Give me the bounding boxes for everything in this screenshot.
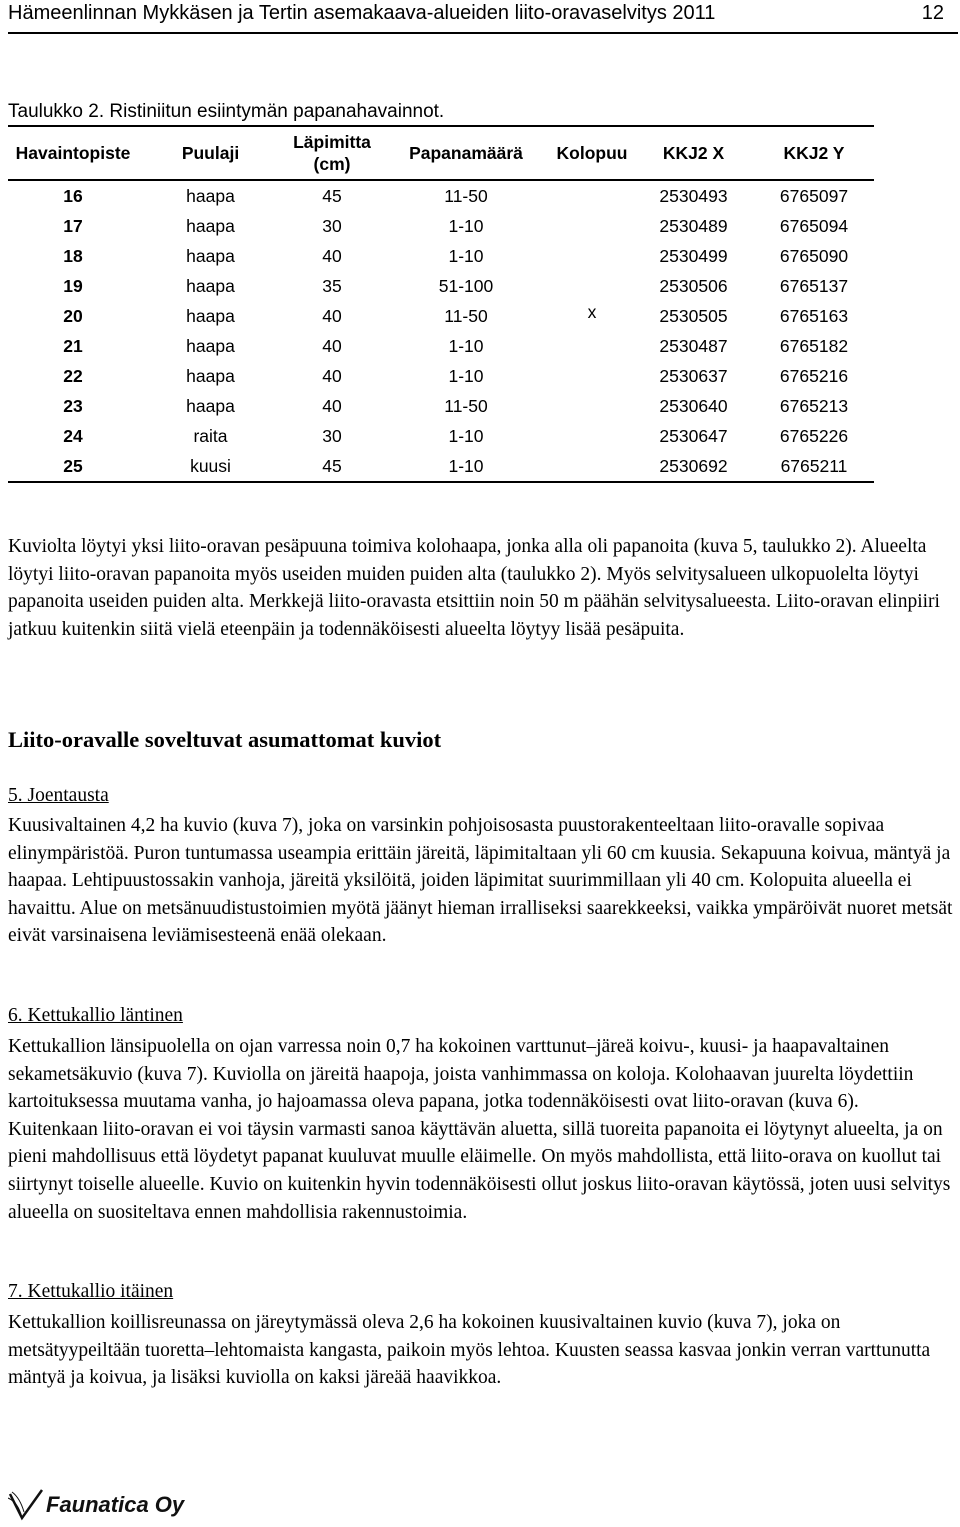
table-cell: 2530499 [659, 245, 728, 266]
table-row [8, 180, 874, 211]
table-cell: 40 [322, 365, 342, 386]
table-cell: 6765182 [779, 335, 849, 356]
table-cell [551, 237, 633, 267]
page-number: 12 [921, 2, 944, 24]
table-cell: 25 [8, 451, 138, 482]
table-cell: 17 [63, 215, 83, 236]
table-cell [551, 387, 633, 417]
table-cell: 6765216 [779, 365, 849, 386]
table-cell: 22 [63, 365, 83, 386]
table-cell: raita [193, 425, 228, 446]
table-cell: 35 [322, 275, 342, 296]
table-cell: haapa [186, 275, 235, 296]
observation-table [8, 125, 874, 483]
table-cell: haapa [186, 395, 235, 416]
faunatica-logo [8, 1488, 208, 1522]
table-header-row [8, 126, 874, 180]
subsection-text-kettukallio-itainen: Kettukallion koillisreunassa on järeytymässä oleva 2,6 ha kokoinen kuusivaltainen kuvio (kuva 7), joka on metsätyypeiltään tuoretta–lehtomaista kangasta, paikoin myös lehtoa. Kuusten seassa kasvaa jonkin verran varttunutta mäntyä ja koivua, ja lisäksi kuviolla on kaksi järeää haavikkoa. [8, 1312, 931, 1389]
table-cell: 20 [63, 305, 83, 326]
table-cell: 40 [322, 305, 342, 326]
table-cell: haapa [186, 215, 235, 236]
table-cell: x [587, 301, 597, 322]
table-cell: 1-10 [448, 245, 484, 266]
table-cell: 23 [63, 395, 83, 416]
subsection-heading-joentausta: 5. Joentausta [8, 785, 109, 806]
table-cell [551, 267, 633, 297]
table-row [8, 331, 874, 361]
table-cell: 6765097 [779, 185, 849, 206]
table-row [8, 451, 874, 482]
table-cell: haapa [186, 185, 235, 206]
table-cell: 6765137 [779, 275, 849, 296]
table-cell: 30 [322, 215, 342, 236]
column-header: Läpimitta (cm) [283, 126, 381, 180]
table-cell: 40 [322, 395, 342, 416]
table-cell: 6765213 [779, 395, 849, 416]
section-heading: Liito-oravalle soveltuvat asumattomat kuviot [8, 727, 442, 752]
table-cell: 1-10 [381, 451, 551, 482]
table-cell [551, 447, 633, 478]
document-title: Hämeenlinnan Mykkäsen ja Tertin asemakaava-alueiden liito-oravaselvitys 2011 [8, 2, 716, 24]
table-cell: 1-10 [448, 425, 484, 446]
column-header: Havaintopiste [8, 126, 138, 180]
subsection-heading-kettukallio-lantinen: 6. Kettukallio läntinen [8, 1005, 183, 1026]
table-cell: 6765163 [779, 305, 849, 326]
column-header: Papanamäärä [381, 126, 551, 180]
table-cell: 51-100 [438, 275, 494, 296]
table-cell: 45 [283, 451, 381, 482]
table-cell: 24 [63, 425, 83, 446]
table-cell: 2530489 [659, 215, 728, 236]
column-header: Puulaji [138, 126, 283, 180]
table-row [8, 211, 874, 241]
table-cell: 2530506 [659, 275, 728, 296]
table-cell: 21 [63, 335, 83, 356]
table-cell [551, 357, 633, 387]
subsection-text-kettukallio-lantinen: Kettukallion länsipuolella on ojan varressa noin 0,7 ha kokoinen varttunut–järeä koivu-, kuusi- ja haapavaltainen sekametsäkuvio (kuva 7). Kuviolla on järeitä haapoja, joista vanhimmassa on koloja. Kolohaavan juurelta löydettiin kartoituksessa muutama vanha, jo hajoamassa oleva papana, jotka todennäköisesti ovat liito-oravan (kuva 6). Kuitenkaan liito-oravan ei voi täysin varmasti sanoa käyttävän aluetta, sillä tuoreita papanoita ei löytynyt alueelta, ja on pieni mahdollisuus että löydetyt papanat kuuluvat muulle eläimelle. On myös mahdollista, että liito-orava on kuollut tai siirtynyt toiselle alueelle. Kuvio on kuitenkin hyvin todennäköisesti ollut joskus liito-oravan käytössä, joten uusi selvitys alueella on suositeltava ennen mahdollisia rakennustoimia. [8, 1036, 951, 1223]
table-cell: 11-50 [444, 185, 488, 206]
table-cell: kuusi [138, 451, 283, 482]
intro-paragraph: Kuviolta löytyi yksi liito-oravan pesäpuuna toimiva kolohaapa, jonka alla oli papanoita (kuva 5, taulukko 2). Alueelta löytyi liito-oravan papanoita myös useiden muiden puiden alta (taulukko 2). Myös selvitysalueen ulkopuolelta löytyi papanoita useiden puiden alta. Merkkejä liito-oravasta etsittiin noin 50 m päähän selvitysalueesta. Liito-oravan elinpiiri jatkuu kuitenkin siitä vielä eteenpäin ja todennäköisesti alueelta löytyy lisää pesäpuita. [8, 536, 940, 640]
table-cell: haapa [186, 335, 235, 356]
column-header: KKJ2 X [633, 126, 754, 180]
column-header: Kolopuu [551, 126, 633, 180]
table-row [8, 361, 874, 391]
table-cell: 1-10 [448, 365, 484, 386]
table-cell: 2530647 [659, 425, 728, 446]
observation-table-container [8, 125, 874, 483]
table-cell: 2530487 [659, 335, 728, 356]
table-cell: 6765226 [779, 425, 849, 446]
table-cell: 11-50 [444, 395, 488, 416]
table-cell: 19 [63, 275, 83, 296]
table-cell: 6765094 [779, 215, 849, 236]
table-row [8, 301, 874, 331]
table-row [8, 421, 874, 451]
table-cell: haapa [186, 305, 235, 326]
table-row [8, 271, 874, 301]
table-cell: 2530640 [659, 395, 728, 416]
table-row [8, 241, 874, 271]
table-cell: haapa [186, 245, 235, 266]
table-cell: 16 [63, 185, 83, 206]
table-cell: haapa [186, 365, 235, 386]
table-cell: 2530692 [633, 451, 754, 482]
table-cell: 2530505 [659, 305, 728, 326]
faunatica-swoosh-icon [8, 1488, 44, 1522]
page-header [8, 0, 958, 34]
table-cell: 45 [322, 185, 342, 206]
table-row [8, 391, 874, 421]
table-cell: 11-50 [444, 305, 488, 326]
table-body [8, 180, 874, 482]
table-cell: 2530493 [659, 185, 728, 206]
table-cell: 2530637 [659, 365, 728, 386]
subsection-text-joentausta: Kuusivaltainen 4,2 ha kuvio (kuva 7), joka on varsinkin pohjoisosasta puustorakenteeltaan liito-oravalle sopivaa elinympäristöä. Puron tuntumassa useampia erittäin järeitä, läpimitaltaan yli 60 cm kuusia. Sekapuuna koivua, mäntyä ja haapaa. Lehtipuustossakin vanhoja, järeitä yksilöitä, joiden läpimitat suurimmillaan yli 40 cm. Kolopuita alueella ei havaittu. Alue on metsänuudistustoimien myötä jäänyt hieman irralliseksi saarekkeeksi, vaikka ympäröivät nuoret metsät eivät varsinaisena leviämisesteenä enää olekaan. [8, 815, 953, 947]
table-cell: 30 [322, 425, 342, 446]
column-header: KKJ2 Y [754, 126, 874, 180]
table-caption: Taulukko 2. Ristiniitun esiintymän papanahavainnot. [8, 101, 445, 122]
table-cell: 40 [322, 335, 342, 356]
table-cell: 6765090 [779, 245, 849, 266]
logo-text: Faunatica Oy [46, 1492, 185, 1517]
table-cell [551, 176, 633, 207]
table-cell [551, 207, 633, 237]
subsection-heading-kettukallio-itainen: 7. Kettukallio itäinen [8, 1281, 174, 1302]
table-cell [551, 327, 633, 357]
table-cell: 40 [322, 245, 342, 266]
table-cell: 1-10 [448, 335, 484, 356]
table-cell: 18 [63, 245, 83, 266]
table-cell [551, 417, 633, 447]
table-cell: 6765211 [754, 451, 874, 482]
table-cell: 1-10 [448, 215, 484, 236]
